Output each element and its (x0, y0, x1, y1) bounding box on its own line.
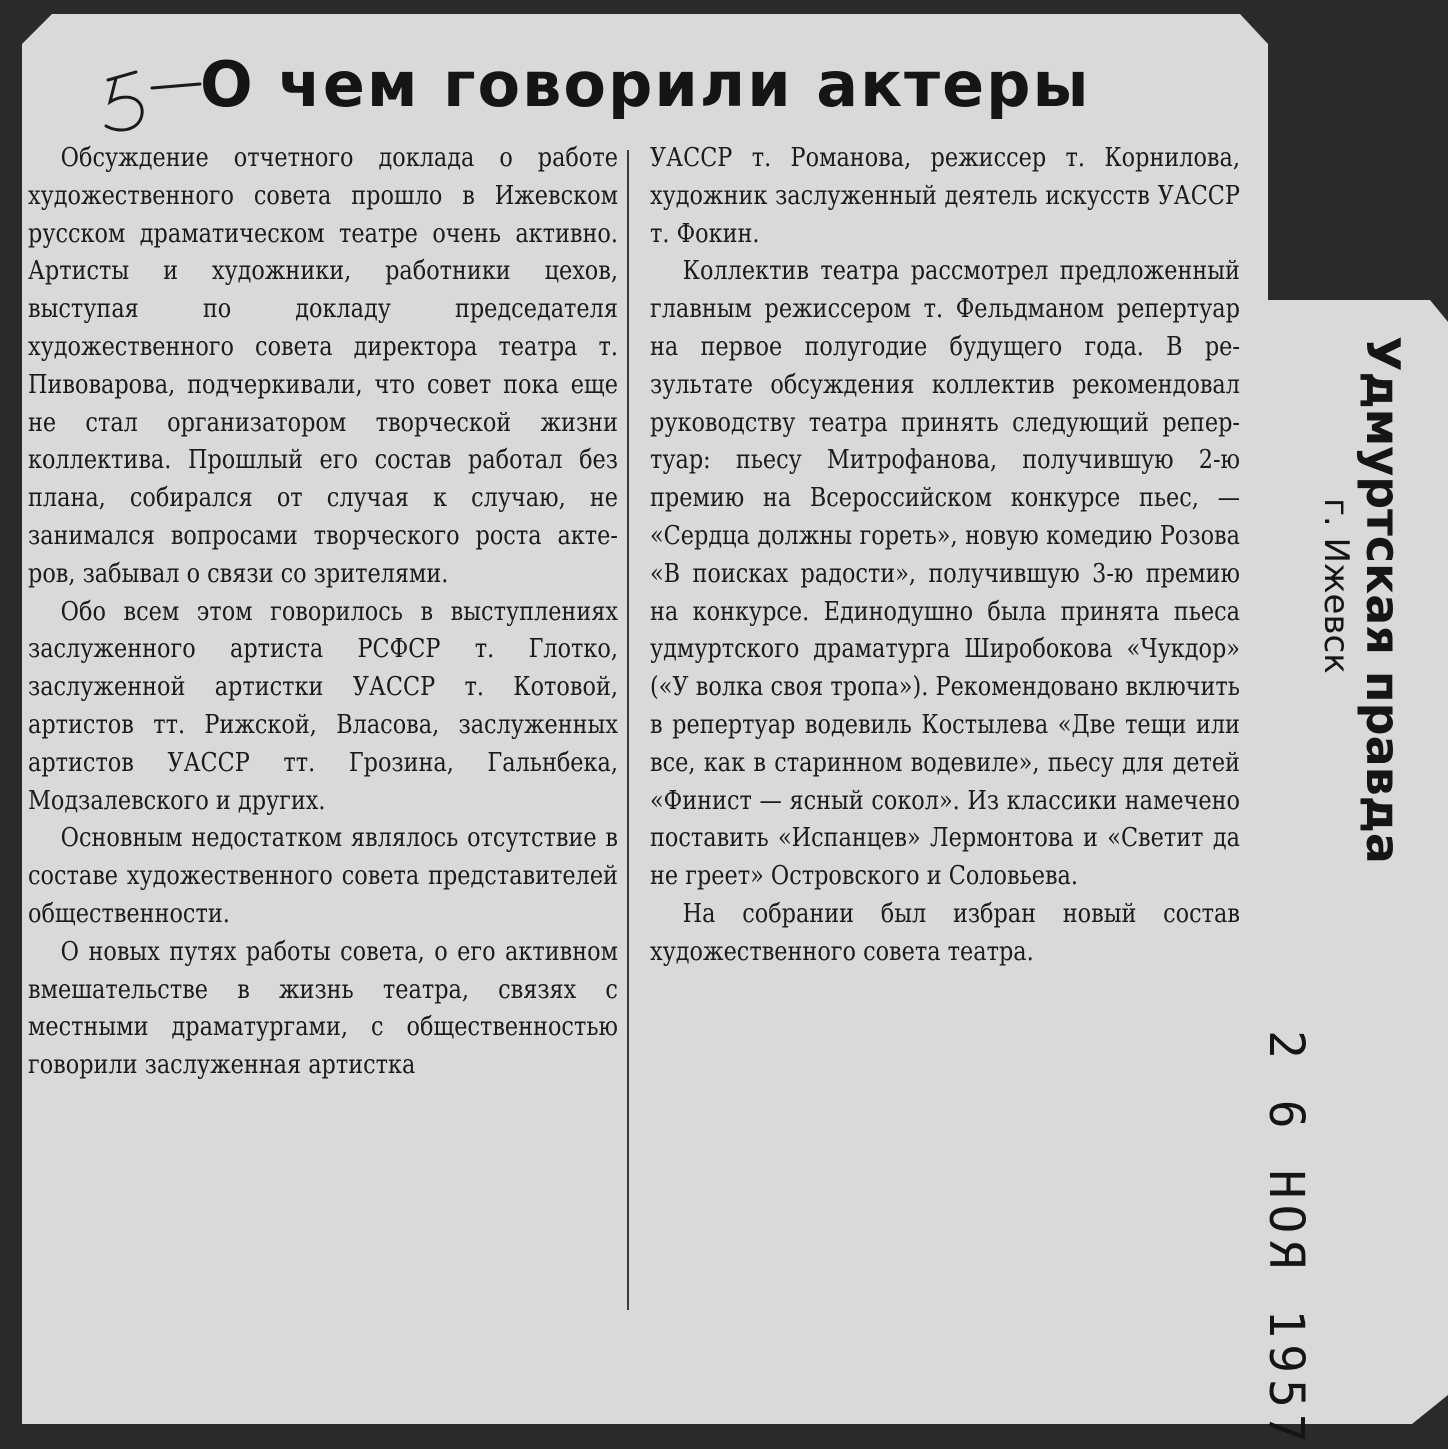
article-paragraph: Обо всем этом говорилось в выступлениях заслуженного артиста РСФСР т. Глотко, заслуженной артистки УАССР т. Котовой, артистов тт. Рижской, Власова, заслуженных артистов УАССР тт. Грозина, Гальнбека, Модзалевского и других. (28, 596, 618, 816)
article-paragraph-continued: УАССР т. Романова, режиссер т. Корнилова, художник заслуженный деятель искусств УАССР т. Фокин. (650, 143, 1240, 249)
article-headline: О чем говорили актеры (200, 48, 1091, 121)
handwritten-mark (96, 58, 206, 138)
date-stamp: 2 6 НОЯ 1957 (1258, 1030, 1314, 1449)
article-paragraph: Основным недостатком являлось отсутствие в составе художественного совета представителей общественности. (28, 823, 618, 929)
article-right-column (650, 140, 1240, 972)
newspaper-name: Удмуртская правда (1356, 336, 1410, 864)
article-paragraph: Коллектив театра рассмотрел предложенный главным режиссером т. Фельдманом репертуар на первое полугодие будущего года. В результате обсуждения коллектив рекомендовал руководству театра принять следующий репертуар: пьесу Митрофанова, получившую 2-ю премию на Всероссийском конкурсе пьес, — «Сердца должны гореть», новую комедию Розова «В поисках радости», получившую 3-ю премию на конкурсе. Единодушно была принята пьеса удмуртского драматурга Широбокова «Чукдор» («У волка своя тропа»). Рекомендовано включить в репертуар водевиль Костылева «Две тещи или все, как в старинном водевиле», пьесу для детей «Финист — ясный сокол». Из классики намечено поставить «Испанцев» Лермонтова и «Светит да не греет» Островского и Соловьева. (650, 256, 1240, 892)
article-left-column (28, 140, 618, 1085)
article-paragraph: Обсуждение отчетного доклада о работе художественного совета прошло в Ижевском русском драматическом театре очень активно. Артисты и художники, работники цехов, выступая по докладу председателя художественного совета директора театра т. Пивоварова, подчеркивали, что совет пока еще не стал организатором творческой жизни коллектива. Прошлый его состав работал без плана, собирался от случая к случаю, не занимался вопросами творческого роста актеров, забывал о связи со зрителями. (28, 143, 618, 589)
column-divider (627, 150, 629, 1310)
newspaper-city: г. Ижевск (1316, 498, 1356, 674)
article-paragraph: На собрании был избран новый состав художественного совета театра. (650, 898, 1240, 967)
article-paragraph: О новых путях работы совета, о его активном вмешательстве в жизнь театра, связях с местными драматургами, с общественностью говорили заслуженная артистка (28, 936, 618, 1081)
